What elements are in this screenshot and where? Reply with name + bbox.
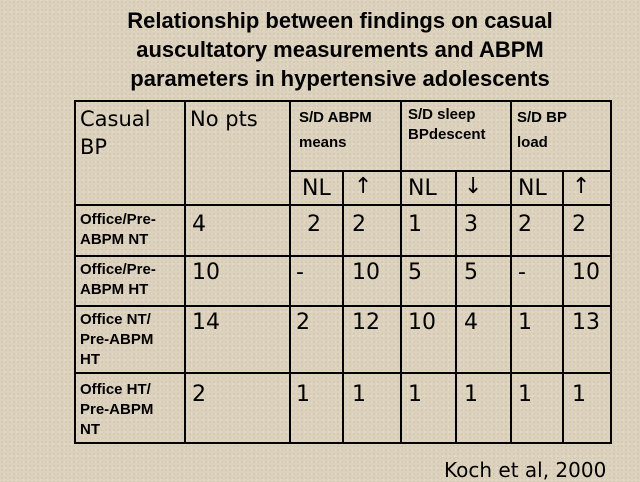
col-divider-load bbox=[510, 100, 512, 444]
header-no-pts: No pts bbox=[190, 107, 258, 131]
header-descent-line1: S/D sleep bbox=[408, 106, 476, 123]
table-border-left bbox=[74, 100, 76, 444]
row1-label-line1: Office/Pre- bbox=[80, 211, 156, 228]
row1-load-up: 2 bbox=[572, 212, 586, 237]
header-abpm-means bbox=[299, 105, 372, 155]
header-load-line1: S/D BP bbox=[517, 109, 568, 126]
slide-title bbox=[60, 6, 620, 93]
header-bp-load bbox=[517, 105, 567, 155]
row-label-office-pre-abpm-nt bbox=[80, 210, 156, 250]
row-label-office-nt-pre-abpm-ht bbox=[80, 310, 153, 370]
header-casual-line2: BP bbox=[80, 135, 108, 159]
title-line-1: Relationship between findings on casual bbox=[127, 8, 553, 33]
col-divider-load-sub bbox=[562, 170, 564, 444]
row3-label-line1: Office NT/ bbox=[80, 311, 151, 328]
row3-means-up: 12 bbox=[352, 310, 380, 335]
subheader-descent-down-arrow: ↓ bbox=[464, 174, 483, 199]
table-border-top bbox=[74, 100, 612, 102]
row-label-office-ht-pre-abpm-nt bbox=[80, 380, 153, 440]
row4-load-nl: 1 bbox=[518, 382, 532, 407]
row3-label-line3: HT bbox=[80, 351, 100, 368]
row2-descent-down: 5 bbox=[464, 260, 478, 285]
row2-descent-nl: 5 bbox=[408, 260, 422, 285]
header-casual-line1: Casual bbox=[80, 107, 151, 131]
row1-descent-down: 3 bbox=[464, 212, 478, 237]
row1-descent-nl: 1 bbox=[408, 212, 422, 237]
row4-pts: 2 bbox=[192, 382, 206, 407]
row2-load-up: 10 bbox=[572, 260, 600, 285]
col-divider-descent bbox=[400, 100, 402, 444]
subheader-means-up-arrow: ↑ bbox=[354, 174, 373, 199]
header-load-line2: load bbox=[517, 134, 548, 151]
row3-descent-down: 4 bbox=[464, 310, 478, 335]
title-line-3: parameters in hypertensive adolescents bbox=[130, 66, 550, 91]
row2-means-nl: - bbox=[296, 260, 304, 285]
row4-label-line3: NT bbox=[80, 421, 100, 438]
subheader-descent-nl: NL bbox=[408, 176, 437, 201]
row1-load-nl: 2 bbox=[518, 212, 532, 237]
row4-label-line2: Pre-ABPM bbox=[80, 401, 154, 418]
row-divider-4 bbox=[74, 372, 612, 374]
col-divider-descent-sub bbox=[455, 170, 457, 444]
results-table bbox=[74, 100, 612, 444]
row3-label-line2: Pre-ABPM bbox=[80, 331, 154, 348]
subheader-load-up-arrow: ↑ bbox=[572, 174, 591, 199]
row-label-office-pre-abpm-ht bbox=[80, 260, 156, 300]
row1-means-nl: 2 bbox=[307, 212, 321, 237]
row1-means-up: 2 bbox=[352, 212, 366, 237]
table-border-right bbox=[610, 100, 612, 444]
header-descent-line2: BPdescent bbox=[408, 126, 486, 143]
row3-pts: 14 bbox=[192, 310, 220, 335]
row2-load-nl: - bbox=[518, 260, 526, 285]
subheader-means-nl: NL bbox=[302, 176, 331, 201]
row-divider-3 bbox=[74, 305, 612, 307]
header-means-line1: S/D ABPM bbox=[299, 109, 372, 126]
row4-descent-down: 1 bbox=[464, 382, 478, 407]
col-divider-means-sub bbox=[342, 170, 344, 444]
citation: Koch et al, 2000 bbox=[444, 458, 607, 482]
title-line-2: auscultatory measurements and ABPM bbox=[136, 37, 544, 62]
header-sleep-descent bbox=[408, 105, 486, 145]
row4-load-up: 1 bbox=[572, 382, 586, 407]
row4-means-up: 1 bbox=[352, 382, 366, 407]
row-divider-2 bbox=[74, 255, 612, 257]
row3-load-nl: 1 bbox=[518, 310, 532, 335]
row4-label-line1: Office HT/ bbox=[80, 381, 151, 398]
row3-means-nl: 2 bbox=[296, 310, 310, 335]
row3-load-up: 13 bbox=[572, 310, 600, 335]
header-casual-bp bbox=[80, 105, 151, 161]
row2-pts: 10 bbox=[192, 260, 220, 285]
subheader-load-nl: NL bbox=[518, 176, 547, 201]
header-means-line2: means bbox=[299, 134, 347, 151]
row-divider-subheader bbox=[289, 170, 612, 172]
row4-means-nl: 1 bbox=[296, 382, 310, 407]
row2-label-line2: ABPM HT bbox=[80, 281, 149, 298]
row1-label-line2: ABPM NT bbox=[80, 231, 149, 248]
col-divider-means bbox=[289, 100, 291, 444]
col-divider-pts bbox=[184, 100, 186, 444]
row-divider-1 bbox=[74, 204, 612, 206]
row1-pts: 4 bbox=[192, 212, 206, 237]
row3-descent-nl: 10 bbox=[408, 310, 436, 335]
row2-means-up: 10 bbox=[352, 260, 380, 285]
row4-descent-nl: 1 bbox=[408, 382, 422, 407]
row2-label-line1: Office/Pre- bbox=[80, 261, 156, 278]
